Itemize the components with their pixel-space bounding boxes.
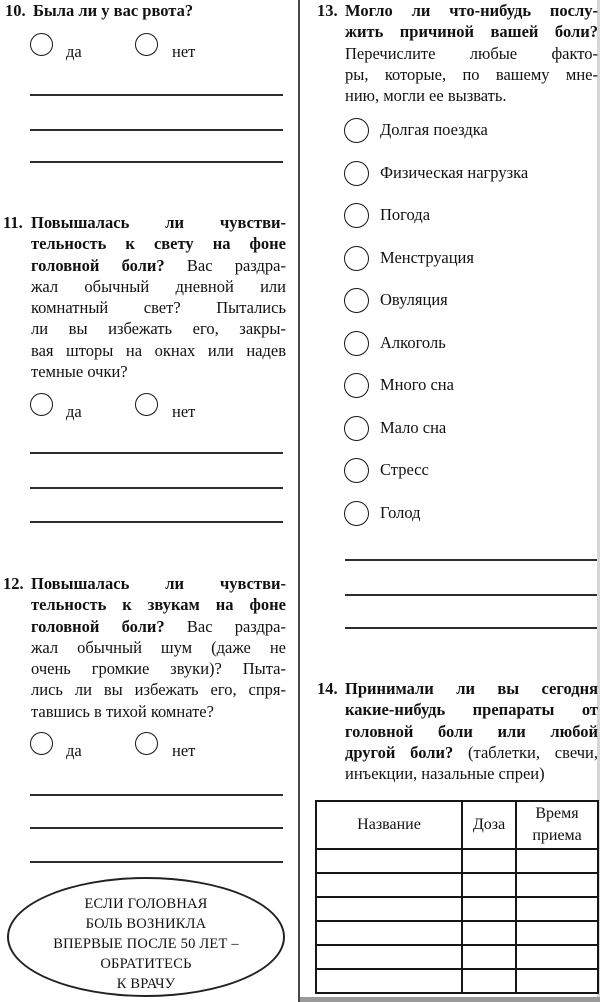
medication-table-row bbox=[316, 945, 598, 969]
column-divider bbox=[298, 0, 300, 1002]
factor-label: Менструация bbox=[380, 248, 474, 267]
question-10 bbox=[5, 0, 286, 21]
dose-cell[interactable] bbox=[462, 969, 516, 993]
write-in-line[interactable] bbox=[30, 161, 283, 163]
factor-label: Мало сна bbox=[380, 418, 447, 437]
factor-option[interactable] bbox=[344, 331, 597, 356]
time-cell[interactable] bbox=[516, 969, 598, 993]
factor-label: Погода bbox=[380, 205, 431, 224]
q10-yes-radio-icon[interactable] bbox=[30, 33, 53, 56]
factor-radio-icon[interactable] bbox=[344, 288, 369, 313]
write-in-line[interactable] bbox=[345, 559, 597, 561]
medication-table-row bbox=[316, 873, 598, 897]
question-11-answers bbox=[30, 393, 283, 419]
medication-table-row bbox=[316, 849, 598, 873]
question-13 bbox=[317, 0, 598, 106]
time-cell[interactable] bbox=[516, 897, 598, 921]
page-bottom-edge bbox=[300, 997, 600, 1002]
write-in-line[interactable] bbox=[30, 129, 283, 131]
time-cell[interactable] bbox=[516, 873, 598, 897]
question-10-text: Была ли у вас рвота? bbox=[33, 1, 194, 20]
question-14-number: 14. bbox=[317, 679, 338, 698]
question-11 bbox=[3, 212, 286, 382]
question-12-number: 12. bbox=[3, 574, 24, 593]
write-in-line[interactable] bbox=[30, 861, 283, 863]
factor-radio-icon[interactable] bbox=[344, 331, 369, 356]
factor-option[interactable] bbox=[344, 458, 597, 483]
factor-radio-icon[interactable] bbox=[344, 373, 369, 398]
factor-radio-icon[interactable] bbox=[344, 161, 369, 186]
factor-radio-icon[interactable] bbox=[344, 118, 369, 143]
time-cell[interactable] bbox=[516, 945, 598, 969]
q10-yes-label: да bbox=[66, 42, 82, 61]
factor-radio-icon[interactable] bbox=[344, 203, 369, 228]
factor-radio-icon[interactable] bbox=[344, 458, 369, 483]
q11-no-label: нет bbox=[172, 402, 196, 421]
factor-label: Много сна bbox=[380, 375, 454, 394]
q10-no-label: нет bbox=[172, 42, 196, 61]
factor-option[interactable] bbox=[344, 246, 597, 271]
factor-option[interactable] bbox=[344, 118, 597, 143]
factor-label: Алкоголь bbox=[380, 333, 446, 352]
write-in-line[interactable] bbox=[30, 487, 283, 489]
name-cell[interactable] bbox=[316, 921, 462, 945]
question-14 bbox=[317, 678, 598, 784]
question-10-answers bbox=[30, 33, 283, 59]
medication-table-header-row bbox=[316, 801, 598, 849]
col-header-time: Время приема bbox=[516, 801, 598, 849]
dose-cell[interactable] bbox=[462, 921, 516, 945]
time-cell[interactable] bbox=[516, 921, 598, 945]
time-cell[interactable] bbox=[516, 849, 598, 873]
q12-yes-radio-icon[interactable] bbox=[30, 732, 53, 755]
write-in-line[interactable] bbox=[345, 627, 597, 629]
q11-yes-label: да bbox=[66, 402, 82, 421]
q11-no-radio-icon[interactable] bbox=[135, 393, 158, 416]
factor-option[interactable] bbox=[344, 203, 597, 228]
medication-table bbox=[315, 800, 599, 994]
factor-radio-icon[interactable] bbox=[344, 416, 369, 441]
factor-option[interactable] bbox=[344, 501, 597, 526]
question-10-number: 10. bbox=[5, 1, 26, 20]
name-cell[interactable] bbox=[316, 897, 462, 921]
question-12-answers bbox=[30, 732, 283, 758]
question-13-text: Могло ли что-нибудь послу- жить причиной вашей боли? Перечислите любые факто- ры, которые, по вашему мне- нию, могли ее вызвать. bbox=[345, 1, 598, 106]
write-in-line[interactable] bbox=[30, 827, 283, 829]
dose-cell[interactable] bbox=[462, 849, 516, 873]
medication-table-row bbox=[316, 921, 598, 945]
factor-radio-icon[interactable] bbox=[344, 246, 369, 271]
factor-option[interactable] bbox=[344, 373, 597, 398]
dose-cell[interactable] bbox=[462, 897, 516, 921]
factor-radio-icon[interactable] bbox=[344, 501, 369, 526]
q12-no-radio-icon[interactable] bbox=[135, 732, 158, 755]
question-11-text: Повышалась ли чувстви- тельность к свету на фоне головной боли? Вас раздра- жал обычный дневной или комнатный свет? Пытались ли вы избежать его, закры- вая шторы на окнах или надев темные очки? bbox=[31, 213, 286, 382]
dose-cell[interactable] bbox=[462, 873, 516, 897]
doctor-warning-oval: ЕСЛИ ГОЛОВНАЯ БОЛЬ ВОЗНИКЛА ВПЕРВЫЕ ПОСЛЕ 50 ЛЕТ – ОБРАТИТЕСЬ К ВРАЧУ bbox=[7, 877, 285, 997]
q12-no-label: нет bbox=[172, 741, 196, 760]
write-in-line[interactable] bbox=[345, 594, 597, 596]
q11-yes-radio-icon[interactable] bbox=[30, 393, 53, 416]
question-12-text: Повышалась ли чувстви- тельность к звукам на фоне головной боли? Вас раздра- жал обычный шум (даже не очень громкие звуки)? Пыта- лись ли вы избежать его, спря- тавшись в тихой комнате? bbox=[31, 574, 286, 721]
factor-label: Овуляция bbox=[380, 290, 448, 309]
write-in-line[interactable] bbox=[30, 794, 283, 796]
factor-option[interactable] bbox=[344, 161, 597, 186]
factor-option[interactable] bbox=[344, 416, 597, 441]
factor-label: Голод bbox=[380, 503, 421, 522]
name-cell[interactable] bbox=[316, 969, 462, 993]
question-12 bbox=[3, 573, 286, 722]
factor-label: Стресс bbox=[380, 460, 429, 479]
question-11-number: 11. bbox=[3, 213, 23, 232]
question-14-text: Принимали ли вы сегодня какие-нибудь препараты от головной боли или любой другой боли? (таблетки, свечи, инъекции, назальные спреи) bbox=[345, 679, 598, 784]
factor-label: Физическая нагрузка bbox=[380, 163, 529, 182]
question-13-number: 13. bbox=[317, 1, 338, 20]
write-in-line[interactable] bbox=[30, 521, 283, 523]
dose-cell[interactable] bbox=[462, 945, 516, 969]
name-cell[interactable] bbox=[316, 873, 462, 897]
medication-table-row bbox=[316, 969, 598, 993]
write-in-line[interactable] bbox=[30, 452, 283, 454]
medication-table-row bbox=[316, 897, 598, 921]
col-header-dose: Доза bbox=[462, 801, 516, 849]
name-cell[interactable] bbox=[316, 849, 462, 873]
write-in-line[interactable] bbox=[30, 94, 283, 96]
name-cell[interactable] bbox=[316, 945, 462, 969]
q12-yes-label: да bbox=[66, 741, 82, 760]
q10-no-radio-icon[interactable] bbox=[135, 33, 158, 56]
factor-label: Долгая поездка bbox=[380, 120, 488, 139]
factor-option[interactable] bbox=[344, 288, 597, 313]
col-header-name: Название bbox=[316, 801, 462, 849]
